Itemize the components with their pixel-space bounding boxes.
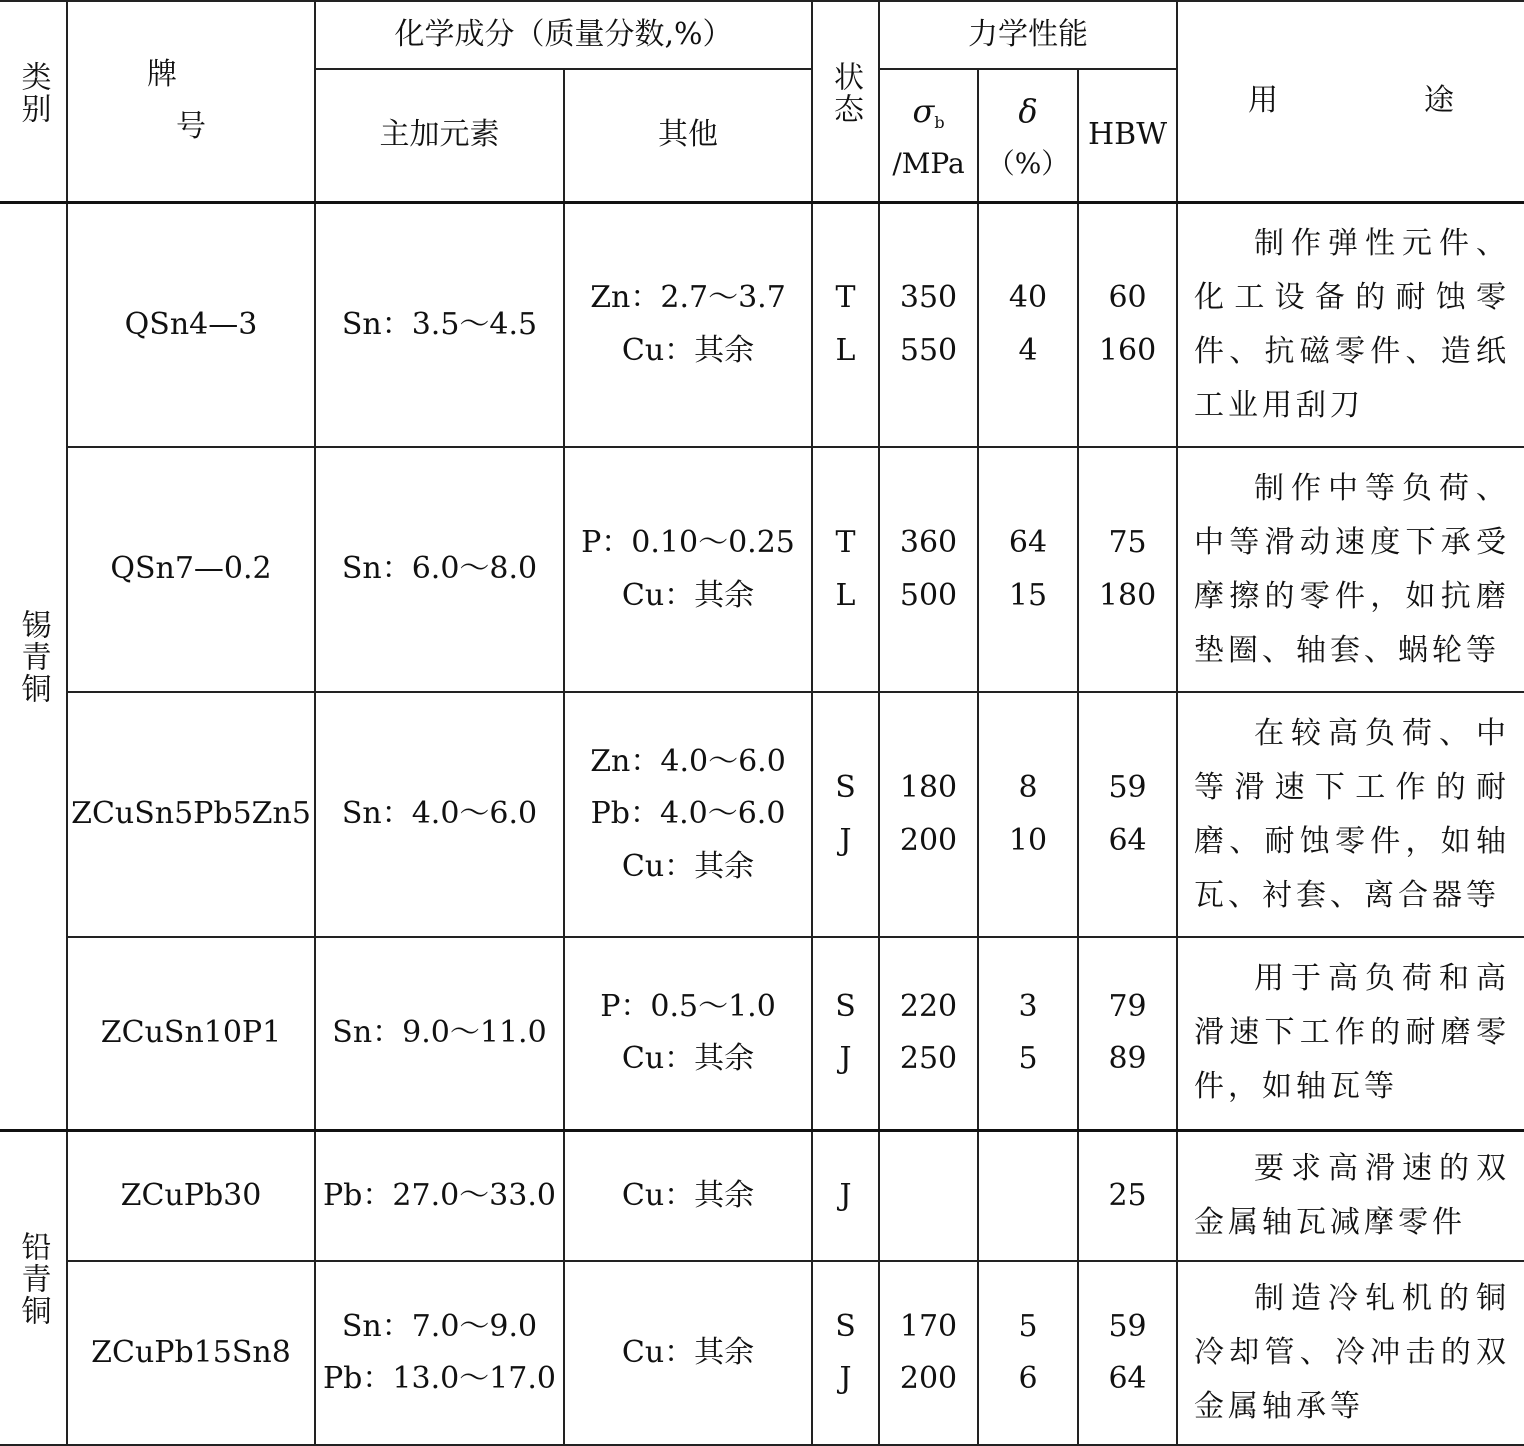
- main-element-cell: Sn：7.0～9.0 Pb：13.0～17.0: [315, 1261, 564, 1445]
- table-row: [0, 692, 1524, 937]
- header-mechanical: 力学性能: [879, 1, 1177, 69]
- usage-cell: 在较高负荷、中等滑速下工作的耐磨、耐蚀零件，如轴瓦、衬套、离合器等: [1177, 692, 1524, 937]
- table-row: [0, 1130, 1524, 1261]
- header-main-element: 主加元素: [315, 69, 564, 202]
- grade-cell: ZCuPb30: [67, 1130, 315, 1261]
- usage-cell: 要求高滑速的双金属轴瓦减摩零件: [1177, 1130, 1524, 1261]
- header-sigma: $\sigma_b$ /MPa: [879, 69, 978, 202]
- main-element-cell: Sn：6.0～8.0: [315, 447, 564, 692]
- usage-cell: 制造冷轧机的铜冷却管、冷冲击的双金属轴承等: [1177, 1261, 1524, 1445]
- main-element-cell: Sn：4.0～6.0: [315, 692, 564, 937]
- grade-cell: QSn7—0.2: [67, 447, 315, 692]
- state-cell: S J: [812, 692, 879, 937]
- other-cell: Cu：其余: [564, 1130, 812, 1261]
- state-cell: S J: [812, 1261, 879, 1445]
- delta-cell: [978, 1130, 1078, 1261]
- delta-cell: 8 10: [978, 692, 1078, 937]
- header-state: 状态: [812, 1, 879, 202]
- sigma-cell: 220 250: [879, 937, 978, 1130]
- sigma-cell: 350 550: [879, 202, 978, 447]
- group-tin-bronze: 锡青铜: [0, 202, 67, 1130]
- state-cell: T L: [812, 447, 879, 692]
- hbw-cell: 79 89: [1078, 937, 1177, 1130]
- header-hbw: HBW: [1078, 69, 1177, 202]
- other-cell: P：0.5～1.0 Cu：其余: [564, 937, 812, 1130]
- grade-cell: ZCuPb15Sn8: [67, 1261, 315, 1445]
- grade-cell: ZCuSn5Pb5Zn5: [67, 692, 315, 937]
- delta-cell: 40 4: [978, 202, 1078, 447]
- delta-cell: 3 5: [978, 937, 1078, 1130]
- table-row: [0, 1261, 1524, 1445]
- hbw-cell: 60 160: [1078, 202, 1177, 447]
- main-element-cell: Pb：27.0～33.0: [315, 1130, 564, 1261]
- header-delta: δ （%）: [978, 69, 1078, 202]
- other-cell: Cu：其余: [564, 1261, 812, 1445]
- sigma-cell: 180 200: [879, 692, 978, 937]
- delta-cell: 5 6: [978, 1261, 1078, 1445]
- usage-cell: 用于高负荷和高滑速下工作的耐磨零件，如轴瓦等: [1177, 937, 1524, 1130]
- header-other: 其他: [564, 69, 812, 202]
- grade-cell: ZCuSn10P1: [67, 937, 315, 1130]
- hbw-cell: 59 64: [1078, 692, 1177, 937]
- table-row: [0, 937, 1524, 1130]
- header-category: 类别: [0, 1, 67, 202]
- header-usage: 用 途: [1177, 1, 1524, 202]
- state-cell: T L: [812, 202, 879, 447]
- group-lead-bronze: 铅青铜: [0, 1130, 67, 1445]
- grade-cell: QSn4—3: [67, 202, 315, 447]
- table-row: [0, 202, 1524, 447]
- header-composition: 化学成分（质量分数,%）: [315, 1, 812, 69]
- other-cell: Zn：2.7～3.7 Cu：其余: [564, 202, 812, 447]
- state-cell: S J: [812, 937, 879, 1130]
- hbw-cell: 59 64: [1078, 1261, 1177, 1445]
- state-cell: J: [812, 1130, 879, 1261]
- header-row-1: [0, 1, 1524, 69]
- usage-cell: 制作中等负荷、中等滑动速度下承受摩擦的零件，如抗磨垫圈、轴套、蜗轮等: [1177, 447, 1524, 692]
- hbw-cell: 25: [1078, 1130, 1177, 1261]
- usage-cell: 制作弹性元件、化工设备的耐蚀零件、抗磁零件、造纸工业用刮刀: [1177, 202, 1524, 447]
- table-row: [0, 447, 1524, 692]
- sigma-cell: [879, 1130, 978, 1261]
- sigma-cell: 360 500: [879, 447, 978, 692]
- main-element-cell: Sn：9.0～11.0: [315, 937, 564, 1130]
- other-cell: Zn：4.0～6.0 Pb：4.0～6.0 Cu：其余: [564, 692, 812, 937]
- delta-cell: 64 15: [978, 447, 1078, 692]
- sigma-cell: 170 200: [879, 1261, 978, 1445]
- main-element-cell: Sn：3.5～4.5: [315, 202, 564, 447]
- other-cell: P：0.10～0.25 Cu：其余: [564, 447, 812, 692]
- hbw-cell: 75 180: [1078, 447, 1177, 692]
- header-grade: 牌 号: [67, 1, 315, 202]
